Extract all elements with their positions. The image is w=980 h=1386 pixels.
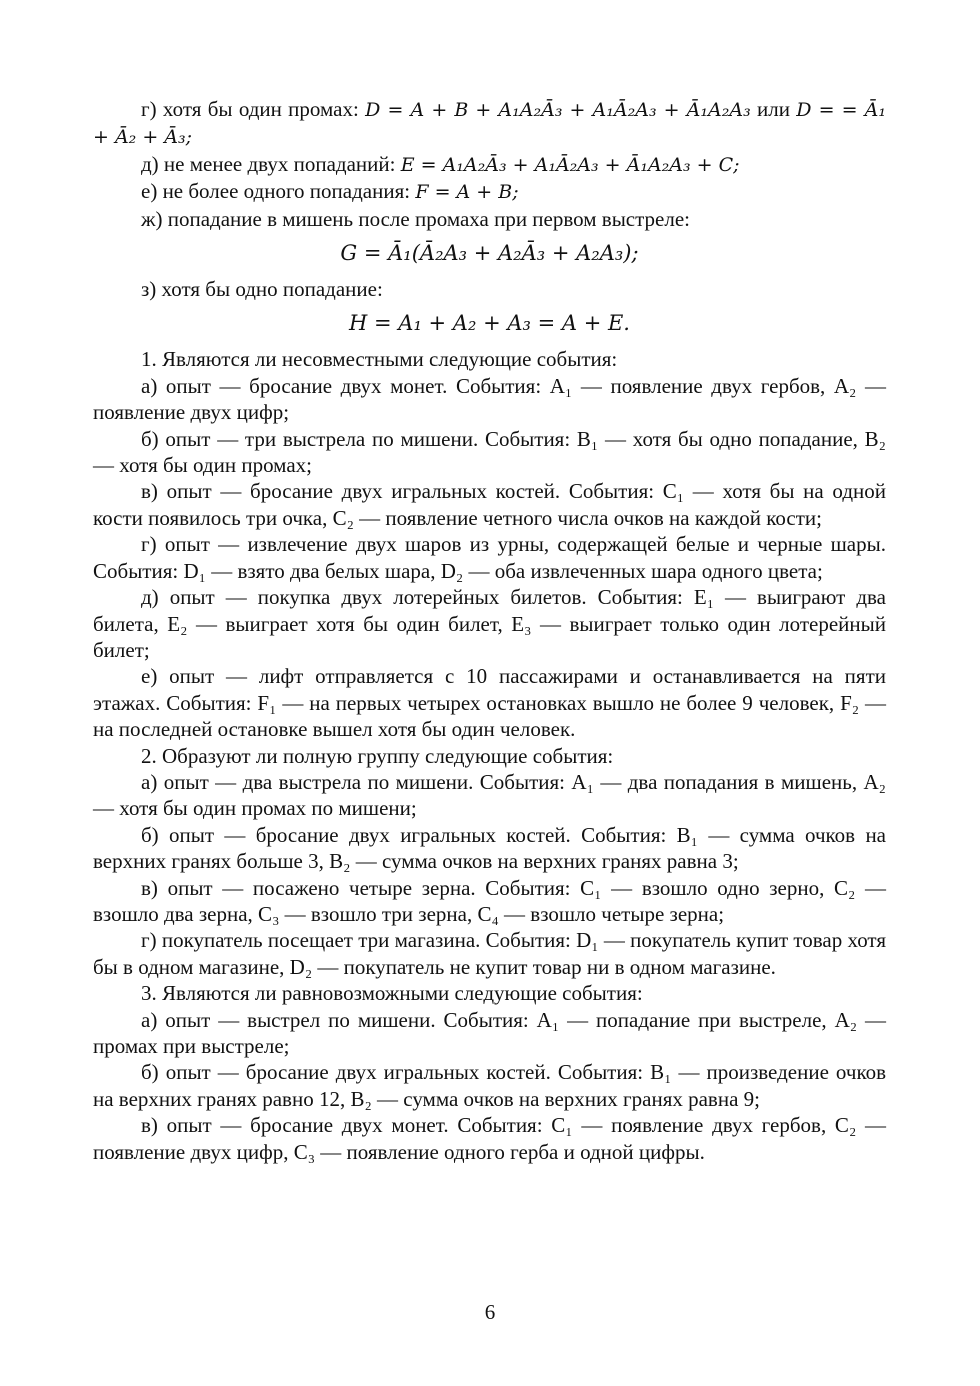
g-miss-prefix: г) хотя бы один промах: [141,97,359,121]
q1-item-g: г) опыт — извлечение двух шаров из урны, содержащей белые и черные шары. События: D₁ — взято два белых шара, D₂ — оба извлеченных шара одного цвета; [93,532,886,583]
q3-item-v: в) опыт — бросание двух монет. События: C₁ — появление двух гербов, C₂ — появление двух цифр, C₃ — появление одного герба и одной цифры. [93,1113,886,1164]
q1-title: 1. Являются ли несовместными следующие события: [141,347,618,372]
line-d-two-hits [93,151,886,178]
q2-item-b: б) опыт — бросание двух игральных костей. События: B₁ — сумма очков на верхних гранях больше 3, B₂ — сумма очков на верхних гранях равна 3; [93,822,886,874]
q1-item-v: в) опыт — бросание двух игральных костей. События: C₁ — хотя бы на одной кости появилось три очка, C₂ — появление четного числа очков на каждой кости; [93,479,886,530]
e-one-hit-formula: F = A + B; [415,181,519,204]
q2-item-g: г) покупатель посещает три магазина. События: D₁ — покупатель купит товар хотя бы в одном магазине, D₂ — покупатель не купит товар ни в одном магазине. [93,928,886,979]
q1-item-d: д) опыт — покупка двух лотерейных билетов. События: E₁ — выиграют два билета, E₂ — выиграет хотя бы один билет, E₃ — выиграет только один лотерейный билет; [93,585,886,662]
line-e-one-hit [93,178,886,205]
g-miss-formula: D = A + B + A₁A₂Ā₃ + A₁Ā₂A₃ + Ā₁A₂A₃ [365,99,751,121]
line-g-miss [93,96,886,151]
equation-g: G = Ā₁(Ā₂A₃ + A₂Ā₃ + A₂A₃); [340,241,639,266]
q1-item-e: е) опыт — лифт отправляется с 10 пассажирами и останавливается на пяти этажах. События: F₁ — на первых четырех остановках вышло не более 9 человек, F₂ — на последней остановке вышел хотя бы один человек. [93,664,886,742]
q3-title: 3. Являются ли равновозможными следующие события: [141,981,643,1006]
e-one-hit-prefix: е) не более одного попадания: [141,179,411,204]
page-number: 6 [484,1300,496,1324]
g-miss-or: или [757,97,790,121]
q2-item-v: в) опыт — посажено четыре зерна. События: C₁ — взошло одно зерно, C₂ — взошло два зерна, C₃ — взошло три зерна, C₄ — взошло четыре зерна; [93,875,886,926]
q2-title: 2. Образуют ли полную группу следующие события: [141,743,614,768]
d-two-hits-formula: E = A₁A₂Ā₃ + A₁Ā₂A₃ + Ā₁A₂A₃ + C; [400,153,740,176]
q3-item-a: а) опыт — выстрел по мишени. События: A₁ — попадание при выстреле, A₂ — промах при выстреле; [93,1007,886,1058]
g-miss-alt: D = = Ā₁ + Ā₂ + Ā₃; [93,99,887,149]
document-page [93,96,886,1165]
line-z: з) хотя бы одно попадание: [141,277,383,302]
line-zh: ж) попадание в мишень после промаха при первом выстреле: [141,206,691,231]
equation-h: H = A₁ + A₂ + A₃ = A + E. [349,311,630,336]
q2-item-a: а) опыт — два выстрела по мишени. События: A₁ — два попадания в мишень, A₂ — хотя бы один промах по мишени; [93,769,886,821]
q1-item-b: б) опыт — три выстрела по мишени. События: B₁ — хотя бы одно попадание, B₂ — хотя бы один промах; [93,426,886,478]
q1-item-a: а) опыт — бросание двух монет. События: A₁ — появление двух гербов, A₂ — появление двух цифр; [93,373,886,425]
d-two-hits-prefix: д) не менее двух попаданий: [141,151,396,176]
q3-item-b: б) опыт — бросание двух игральных костей. События: B₁ — произведение очков на верхних гранях равно 12, B₂ — сумма очков на верхних гранях равна 9; [93,1060,886,1111]
